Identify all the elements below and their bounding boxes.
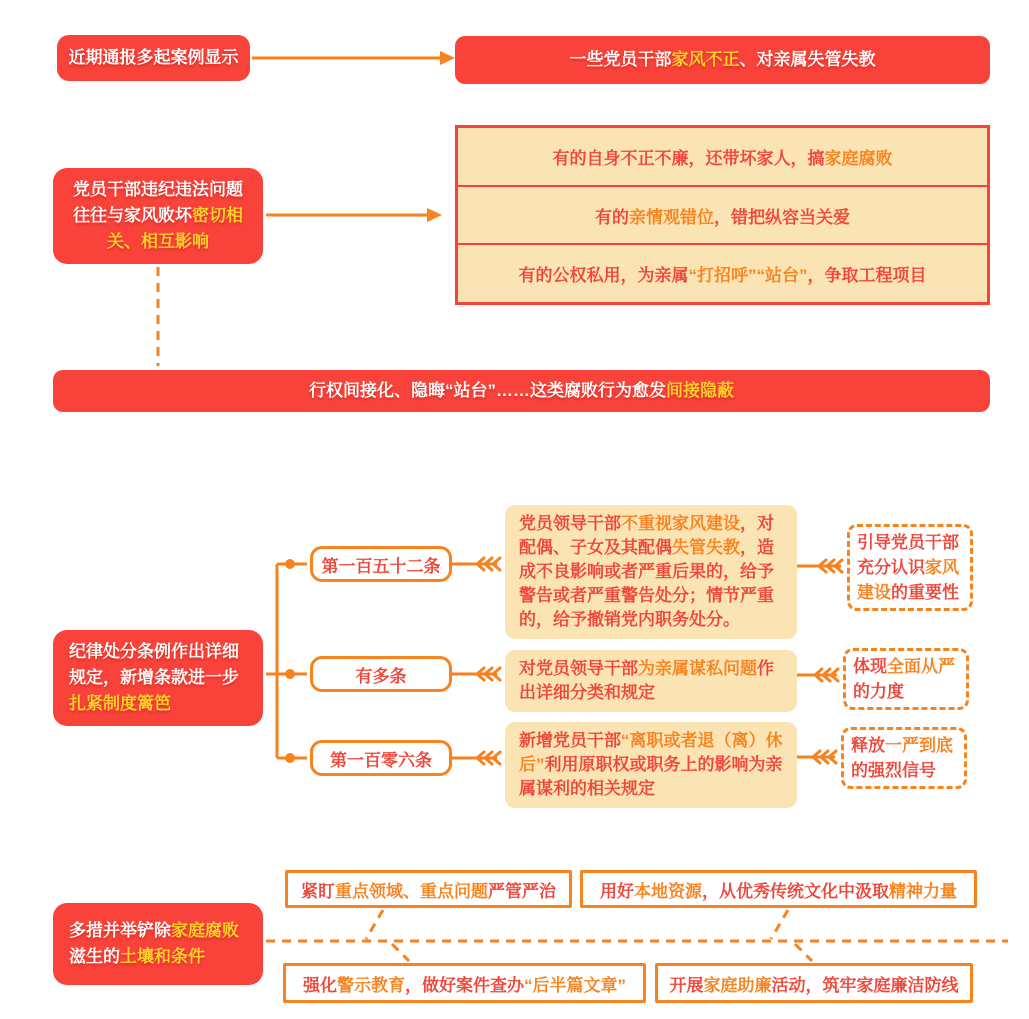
- measures-text: 多措并举铲除家庭腐败滋生的土壤和条件: [69, 921, 239, 966]
- intro-result-box: [455, 36, 990, 84]
- list-item: 有的公权私用，为亲属 “打招呼”“站台” ，争取工程项目: [518, 266, 927, 286]
- arrow-right-icon: [252, 51, 455, 65]
- article-152-note: 引导党员干部充分认识家风建设的重要性: [847, 524, 973, 611]
- regulation-text: 纪律处分条例作出详细规定，新增条款进一步扎紧制度篱笆: [69, 642, 239, 713]
- measure-key-areas: 紧盯 重点领域、重点问题 严管严治: [285, 870, 572, 908]
- dashed-branch-connector: [266, 910, 1008, 961]
- article-106-detail: 新增党员干部“离职或者退（离）休后”利用原职权或职务上的影响为亲属谋利的相关规定: [505, 722, 797, 808]
- list-item: 有的 亲情观错位 ，错把纵容当关爱: [458, 187, 987, 246]
- manifestation-list: [455, 125, 990, 305]
- bracket-connector: [266, 559, 307, 763]
- intro-result-text: 一些党员干部家风不正、对亲属失管失教: [569, 50, 876, 69]
- article-152-detail: 党员领导干部不重视家风建设，对配偶、子女及其配偶失管失教，造成不良影响或者严重后果的，给予警告或者严重警告处分；情节严重的，给予撤销党内职务处分。: [505, 505, 797, 639]
- intro-text: 近期通报多起案例显示: [68, 48, 239, 67]
- summary-banner-text: 行权间接化、隐晦“站台”……这类腐败行为愈发间接隐蔽: [309, 381, 734, 400]
- problem-text: 党员干部违纪违法问题往往与家风败坏密切相关、相互影响: [73, 180, 243, 251]
- list-item: 有的自身不正不廉，还带坏家人，搞 家庭腐败: [458, 128, 987, 187]
- article-106-note: 释放一严到底的强烈信号: [841, 727, 967, 789]
- intro-box: [57, 35, 250, 81]
- article-152-label-text: 第一百五十二条: [321, 556, 441, 576]
- article-106-label-text: 第一百零六条: [330, 750, 432, 770]
- multiple-articles-label-text: 有多条: [355, 666, 407, 686]
- multiple-articles-detail: 对党员领导干部为亲属谋私问题作出详细分类和规定: [505, 650, 797, 712]
- measure-warning-education: 强化 警示教育 ，做好案件查办 “后半篇文章”: [283, 963, 646, 1003]
- article-152-label: [310, 546, 452, 582]
- article-106-label: [310, 740, 452, 776]
- problem-box: [53, 168, 263, 264]
- measure-local-resources: 用好 本地资源 ，从优秀传统文化中汲取 精神力量: [580, 870, 977, 908]
- arrow-right-icon: [266, 208, 442, 222]
- summary-banner: [53, 370, 990, 412]
- regulation-box: [53, 630, 263, 726]
- measure-family-integrity: 开展 家庭助廉 活动，筑牢家庭廉洁防线: [655, 963, 973, 1003]
- measures-box: [53, 903, 263, 985]
- multiple-articles-note: 体现全面从严的力度: [843, 648, 969, 710]
- multiple-articles-label: [310, 656, 452, 692]
